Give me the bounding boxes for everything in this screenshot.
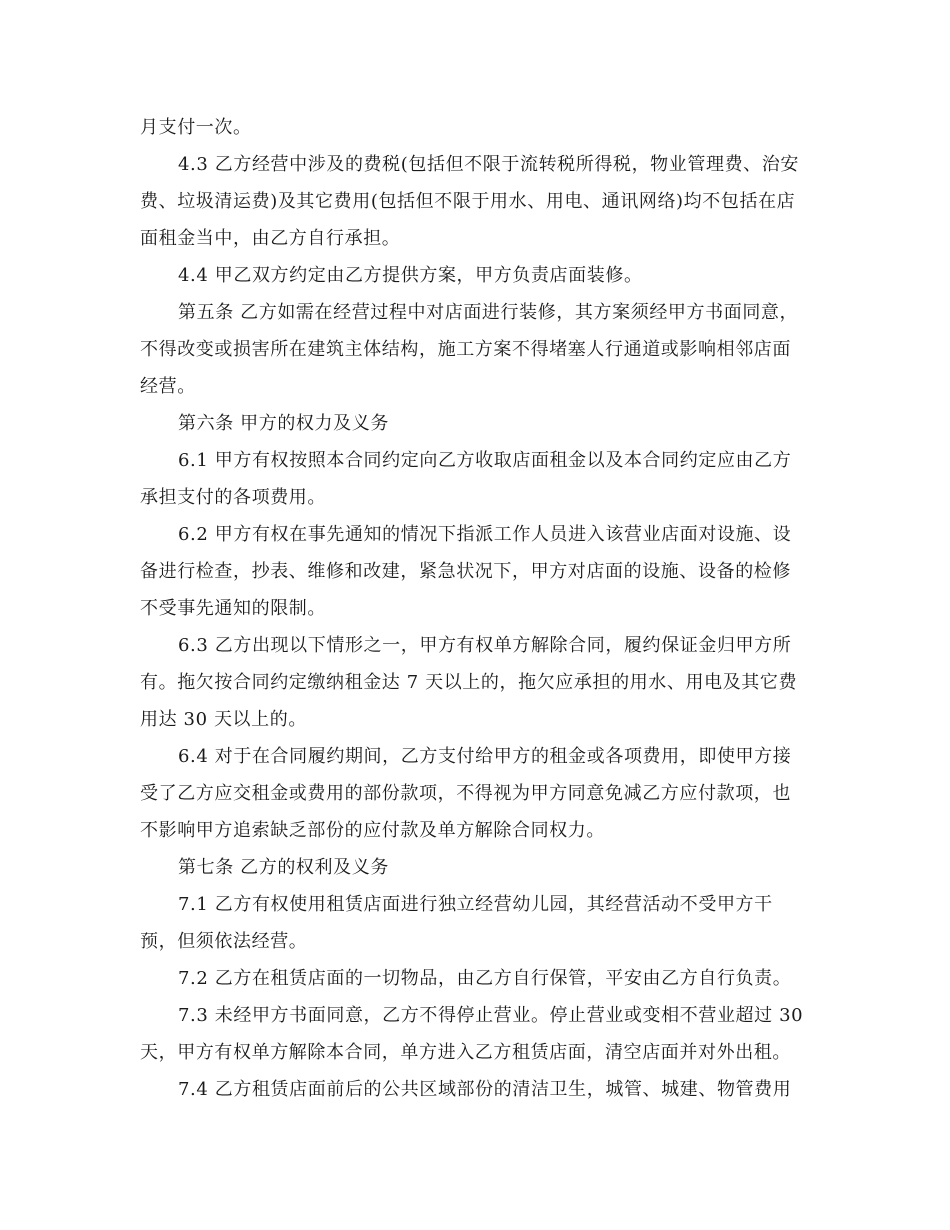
text-line: 承担支付的各项费用。 [140,487,326,508]
text-line: 经营。 [140,376,196,397]
text-line: 有。拖欠按合同约定缴纳租金达 7 天以上的，拖欠应承担的用水、用电及其它费 [140,672,798,693]
text-line: 不影响甲方追索缺乏部份的应付款及单方解除合同权力。 [140,820,605,841]
text-line: 4.3 乙方经营中涉及的费税(包括但不限于流转税所得税，物业管理费、治安 [178,154,799,175]
text-line: 6.4 对于在合同履约期间，乙方支付给甲方的租金或各项费用，即使甲方接 [178,746,792,767]
text-line: 6.2 甲方有权在事先通知的情况下指派工作人员进入该营业店面对设施、设 [178,524,792,545]
section-heading-7: 第七条 乙方的权利及义务 [178,857,389,878]
section-heading-6: 第六条 甲方的权力及义务 [178,413,389,434]
text-line: 受了乙方应交租金或费用的部份款项，不得视为甲方同意免减乙方应付款项，也 [140,783,791,804]
text-line: 7.1 乙方有权使用租赁店面进行独立经营幼儿园，其经营活动不受甲方干 [178,894,773,915]
text-line: 7.2 乙方在租赁店面的一切物品，由乙方自行保管，平安由乙方自行负责。 [178,968,792,989]
text-line: 不受事先通知的限制。 [140,598,326,619]
text-line: 面租金当中，由乙方自行承担。 [140,228,401,249]
section-heading-5: 第五条 乙方如需在经营过程中对店面进行装修，其方案须经甲方书面同意， [178,302,799,323]
text-line: 6.3 乙方出现以下情形之一，甲方有权单方解除合同，履约保证金归甲方所 [178,635,792,656]
text-line: 月支付一次。 [140,117,252,138]
text-line: 预，但须依法经营。 [140,931,308,952]
text-line: 不得改变或损害所在建筑主体结构，施工方案不得堵塞人行通道或影响相邻店面 [140,339,791,360]
text-line: 费、垃圾清运费)及其它费用(包括但不限于用水、用电、通讯网络)均不包括在店 [140,191,796,212]
text-line: 7.4 乙方租赁店面前后的公共区域部份的清洁卫生，城管、城建、物管费用 [178,1079,792,1100]
text-line: 4.4 甲乙双方约定由乙方提供方案，甲方负责店面装修。 [178,265,643,286]
text-line: 用达 30 天以上的。 [140,709,307,730]
text-line: 天，甲方有权单方解除本合同，单方进入乙方租赁店面，清空店面并对外出租。 [140,1042,791,1063]
text-line: 备进行检查，抄表、维修和改建，紧急状况下，甲方对店面的设施、设备的检修 [140,561,791,582]
text-line: 7.3 未经甲方书面同意，乙方不得停止营业。停止营业或变相不营业超过 30 [178,1005,804,1026]
text-line: 6.1 甲方有权按照本合同约定向乙方收取店面租金以及本合同约定应由乙方 [178,450,792,471]
